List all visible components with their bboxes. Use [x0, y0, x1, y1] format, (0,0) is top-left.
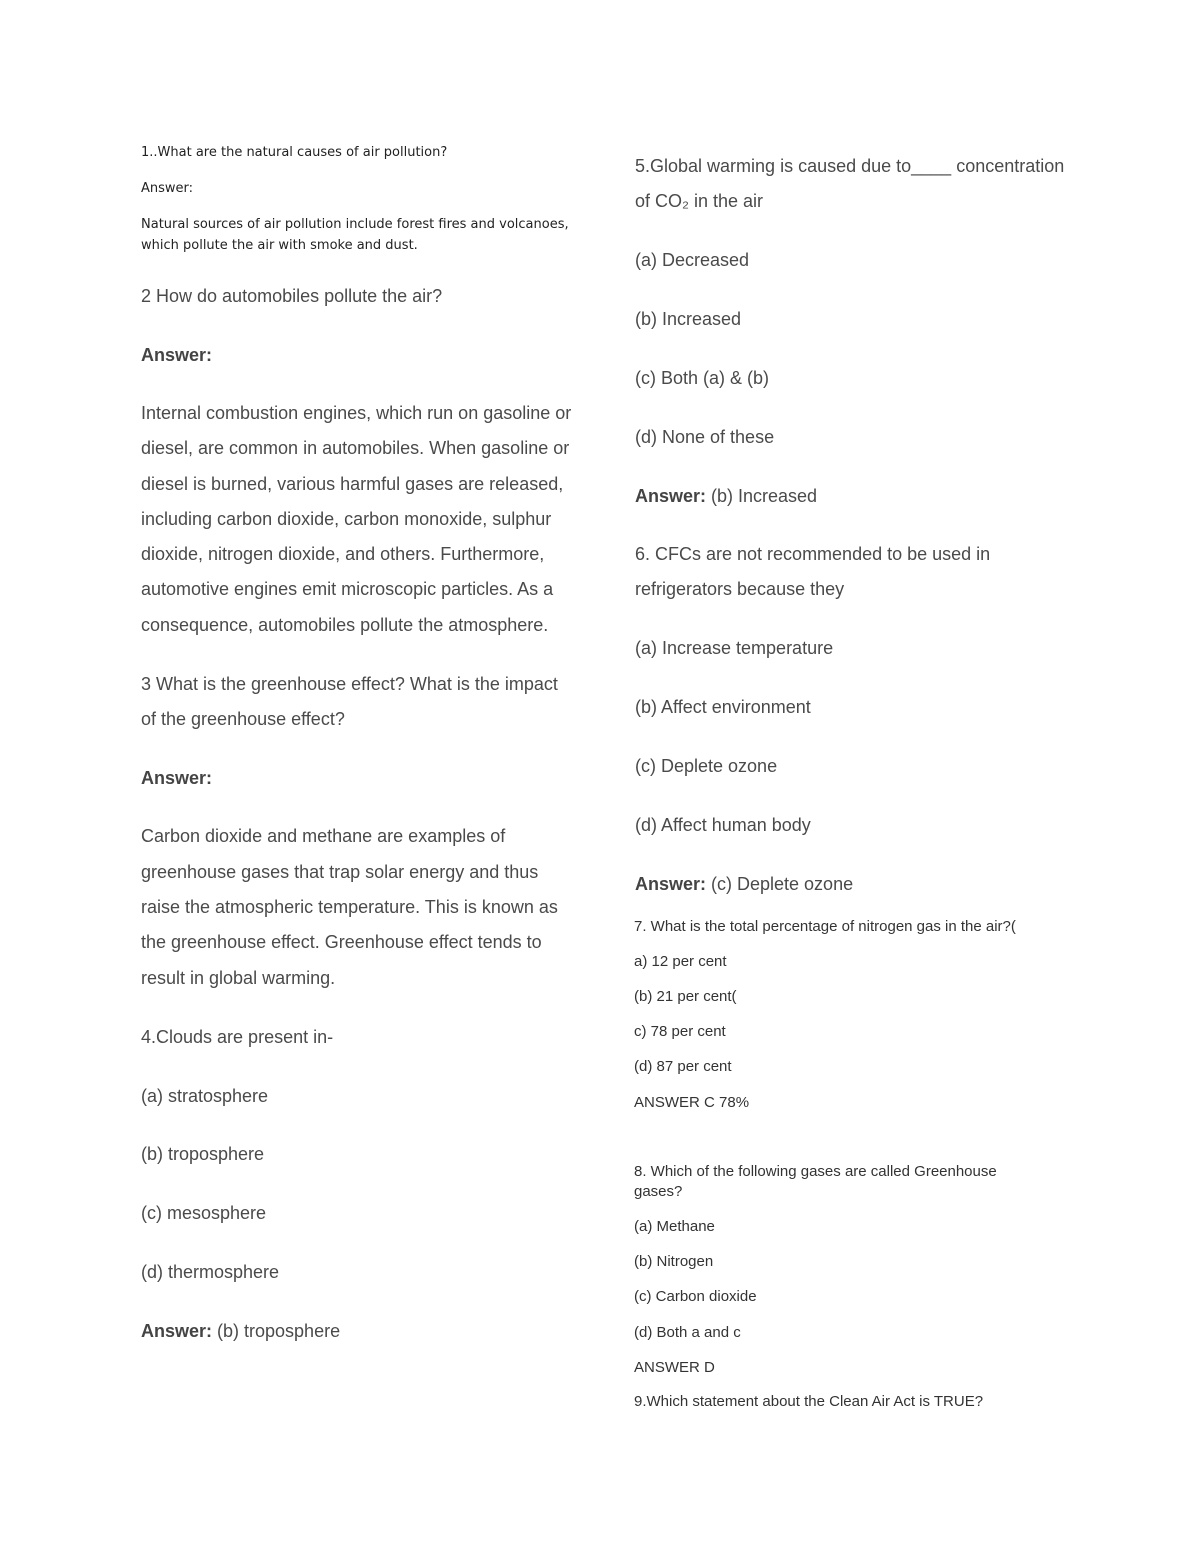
q2-answer-line: consequence, automobiles pollute the atmosphere.	[141, 615, 549, 635]
q7-answer: ANSWER C 78%	[634, 1094, 750, 1111]
q8-answer: ANSWER D	[634, 1359, 715, 1376]
q5-question-line: of CO₂ in the air	[635, 191, 764, 211]
q6-option: (b) Affect environment	[635, 697, 811, 717]
q4-answer	[141, 1321, 340, 1342]
q3-answer-line: raise the atmospheric temperature. This is known as	[141, 897, 558, 917]
q6-question-line: refrigerators because they	[635, 579, 845, 599]
q5-option: (b) Increased	[635, 309, 742, 329]
q8-option: (a) Methane	[634, 1218, 715, 1235]
q2-answer-line: diesel is burned, various harmful gases are released,	[141, 474, 564, 494]
q5-answer	[635, 486, 817, 507]
q2-answer-line: automotive engines emit microscopic particles. As a	[141, 579, 554, 599]
q7-option: (b) 21 per cent(	[634, 988, 737, 1005]
q8-option: (b) Nitrogen	[634, 1253, 714, 1270]
q3-answer-line: greenhouse gases that trap solar energy and thus	[141, 862, 539, 882]
q3-answer-label: Answer:	[141, 768, 213, 788]
q1-answer-line: which pollute the air with smoke and dust.	[141, 238, 418, 253]
q2-answer-line: diesel, are common in automobiles. When gasoline or	[141, 438, 570, 458]
q6-answer-label: Answer:	[635, 874, 707, 894]
q3-question-line: of the greenhouse effect?	[141, 709, 345, 729]
q5-option: (d) None of these	[635, 427, 775, 447]
q5-answer-label: Answer:	[635, 486, 707, 506]
q6-question-line: 6. CFCs are not recommended to be used in	[635, 544, 991, 564]
q7-option: c) 78 per cent	[634, 1023, 726, 1040]
q3-answer-line: Carbon dioxide and methane are examples of	[141, 826, 506, 846]
q5-option: (c) Both (a) & (b)	[635, 368, 770, 388]
q4-question: 4.Clouds are present in-	[141, 1027, 334, 1047]
q2-answer-line: including carbon dioxide, carbon monoxide, sulphur	[141, 509, 552, 529]
q8-option: (d) Both a and c	[634, 1324, 741, 1341]
q6-option: (c) Deplete ozone	[635, 756, 778, 776]
q4-answer-value: (b) troposphere	[212, 1321, 341, 1341]
q4-option: (a) stratosphere	[141, 1086, 269, 1106]
q5-answer-value: (b) Increased	[706, 486, 818, 506]
q6-option: (d) Affect human body	[635, 815, 811, 835]
q9-question: 9.Which statement about the Clean Air Act is TRUE?	[634, 1393, 984, 1410]
q2-answer-line: dioxide, nitrogen dioxide, and others. Furthermore,	[141, 544, 545, 564]
q7-option: a) 12 per cent	[634, 953, 727, 970]
q4-option: (d) thermosphere	[141, 1262, 280, 1282]
q2-question: 2 How do automobiles pollute the air?	[141, 286, 443, 306]
q4-answer-label: Answer:	[141, 1321, 213, 1341]
q2-answer-label: Answer:	[141, 345, 213, 365]
q5-option: (a) Decreased	[635, 250, 750, 270]
q3-answer-line: result in global warming.	[141, 968, 336, 988]
q8-question-line: gases?	[634, 1183, 683, 1200]
q6-answer	[635, 874, 853, 895]
q8-question-line: 8. Which of the following gases are called Greenhouse	[634, 1163, 997, 1180]
q6-option: (a) Increase temperature	[635, 638, 834, 658]
q8-option: (c) Carbon dioxide	[634, 1288, 757, 1305]
q4-option: (b) troposphere	[141, 1144, 265, 1164]
q3-answer-line: the greenhouse effect. Greenhouse effect tends to	[141, 932, 542, 952]
q1-question: 1..What are the natural causes of air pollution?	[141, 145, 448, 160]
q4-option: (c) mesosphere	[141, 1203, 267, 1223]
q6-answer-value: (c) Deplete ozone	[706, 874, 854, 894]
q2-answer-line: Internal combustion engines, which run on gasoline or	[141, 403, 572, 423]
q5-question-line: 5.Global warming is caused due to____ concentration	[635, 156, 1065, 176]
q7-question: 7. What is the total percentage of nitrogen gas in the air?(	[634, 918, 1016, 935]
q1-answer-line: Natural sources of air pollution include forest fires and volcanoes,	[141, 217, 569, 232]
q7-option: (d) 87 per cent	[634, 1058, 732, 1075]
q1-answer-label: Answer:	[141, 181, 194, 196]
q3-question-line: 3 What is the greenhouse effect? What is the impact	[141, 674, 558, 694]
